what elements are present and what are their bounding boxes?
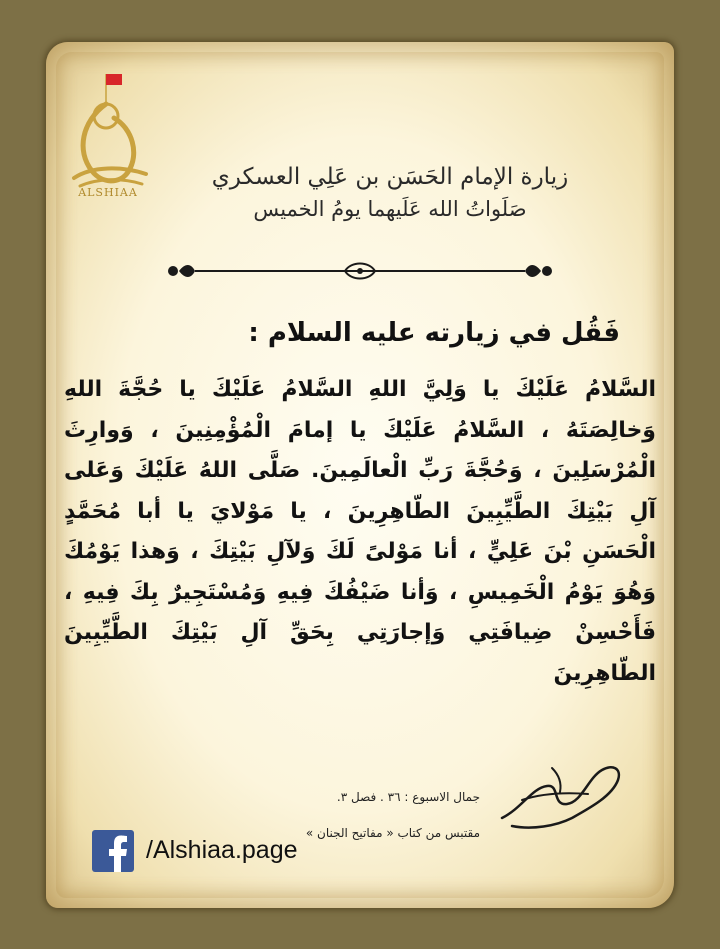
ornamental-divider	[155, 257, 565, 285]
prayer-text: السَّلامُ عَلَيْكَ يا وَلِيَّ اللهِ السَّلامُ عَلَيْكَ يا حُجَّةَ اللهِ وَخالِصَتَهُ ، السَّلامُ عَلَيْكَ يا إمامَ الْمُؤْمِنِينَ ، وَوارِثَ الْمُرْسَلِينَ ، وَحُجَّةَ رَبِّ الْعالَمِينَ. صَلَّى اللهُ عَلَيْكَ وَعَلى آلِ بَيْتِكَ الطَّيِّبِينَ الطّاهِرِينَ ، يا مَوْلايَ يا أبا مُحَمَّدٍ الْحَسَنِ بْنَ عَلِيٍّ ، أنا مَوْلىً لَكَ وَلآلِ بَيْتِكَ ، وَهذا يَوْمُكَ وَهُوَ يَوْمُ الْخَمِيسِ ، وَأنا ضَيْفُكَ فِيهِ وَمُسْتَجِيرٌ بِكَ فِيهِ ، فَأَحْسِنْ ضِيافَتِي وَإجارَتِي بِحَقِّ آلِ بَيْتِكَ الطَّيِّبِينَ الطّاهِرِينَ	[64, 377, 656, 686]
header-line-2: صَلَواتُ الله عَلَيهما يومُ الخميس	[253, 197, 527, 221]
logo-wordmark: ALSHIAA	[78, 186, 138, 199]
prayer-title: فَقُل في زيارته عليه السلام :	[248, 318, 620, 348]
signature	[492, 748, 632, 838]
facebook-page-link[interactable]: /Alshiaa.page	[146, 836, 298, 864]
header-block	[170, 160, 610, 224]
flag-icon	[106, 74, 122, 85]
facebook-icon[interactable]	[92, 830, 134, 872]
source-reference: جمال الاسبوع : ٣٦ . فصل ٣.	[336, 790, 480, 804]
header-line-1: زيارة الإمام الحَسَن بن عَلِي العسكري	[211, 164, 569, 190]
alshiaa-logo	[62, 66, 157, 206]
source-book: مقتبس من كتاب « مفاتيح الجنان »	[305, 826, 480, 840]
